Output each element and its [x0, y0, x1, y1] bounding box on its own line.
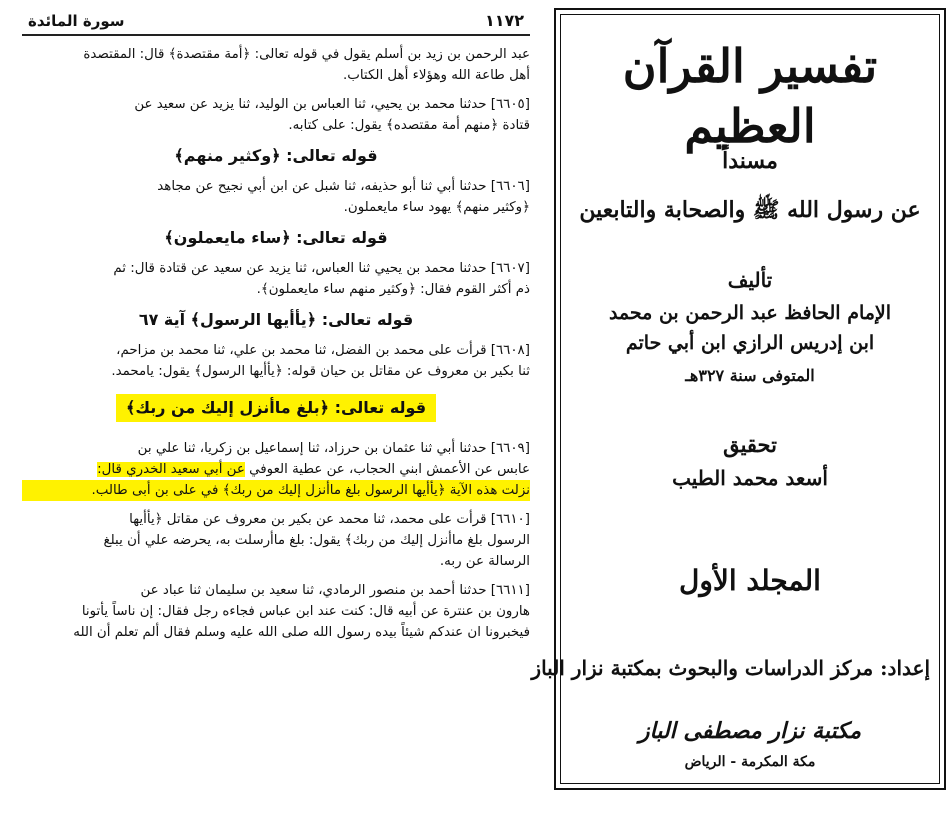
- book-page: [22, 8, 530, 808]
- text-line: ثنا بكير بن معروف عن مقاتل بن حيان قوله: ﴿يأأيها الرسول﴾ يقول: يامحمد.: [111, 364, 530, 379]
- text-line: [٦٦١٠] قرأت على محمد، ثنا محمد عن بكير بن معروف عن مقاتل ﴿يأأيها: [129, 512, 530, 527]
- text-line: ﴿وكثير منهم﴾ يهود ساء مايعملون.: [343, 200, 530, 215]
- verse-heading-text: قوله تعالى: ﴿يأأيها الرسول﴾ آية ٦٧: [138, 310, 414, 329]
- narration-paragraph: [22, 176, 530, 218]
- page-body: [22, 44, 530, 651]
- page-number: ١١٧٢: [484, 11, 524, 30]
- verse-heading-text: قوله تعالى: ﴿بلغ ماأنزل إليك من ربك﴾: [116, 394, 436, 422]
- text-line: قتادة ﴿منهم أمة مقتصده﴾ يقول: على كتابه.: [288, 118, 530, 133]
- text-segment: عابس عن الأعمش ابني الحجاب، عن عطية العوفي: [244, 462, 530, 477]
- text-line: الرسالة عن ربه.: [439, 554, 530, 569]
- narration-paragraph: [22, 258, 530, 300]
- verse-heading: [22, 308, 530, 332]
- book-cover: [531, 8, 946, 790]
- text-line: هارون بن عنترة عن أبيه قال: كنت عند ابن عباس فجاءه رجل فقال: إن ناساً يأتونا: [81, 604, 530, 619]
- text-line: [٦٦٠٥] حدثنا محمد بن يحيي، ثنا العباس بن الوليد، ثنا يزيد عن سعيد عن: [134, 97, 530, 112]
- cover-city: مكة المكرمة - الرياض: [684, 754, 816, 770]
- text-line: أهل طاعة الله وهؤلاء أهل الكتاب.: [342, 68, 530, 83]
- cover-publisher: مكتبة نزار مصطفى الباز: [638, 718, 862, 744]
- cover-author-line1: الإمام الحافظ عبد الرحمن بن محمد: [608, 302, 892, 324]
- cover-author-label: تأليف: [727, 268, 773, 292]
- text-line: عبد الرحمن بن زيد بن أسلم يقول في قوله تعالى: ﴿أمة مقتصدة﴾ قال: المقتصدة: [83, 47, 530, 62]
- sura-name: سورة المائدة: [28, 12, 125, 30]
- cover-death-year: المتوفى سنة ٣٢٧هـ: [685, 366, 815, 385]
- cover-subtitle: مسنداً: [722, 148, 778, 174]
- text-line: فيخبرونا ان عندكم شيئاً بيده رسول الله صلى الله عليه وسلم فقال ألم تعلم أن الله: [73, 625, 530, 640]
- highlighted-segment: عن أبي سعيد الخدري قال:: [97, 462, 245, 477]
- narration-paragraph: [22, 509, 530, 572]
- text-line: الرسول بلغ ماأنزل إليك من ربك﴾ يقول: بلغ ماأرسلت به، يحرضه علي أن يبلغ: [103, 533, 530, 548]
- verse-heading: [22, 144, 530, 168]
- text-line: [22, 459, 530, 480]
- text-line: [٦٦٠٦] حدثنا أبي ثنا أبو حذيفه، ثنا شبل عن ابن أبي نجيح عن مجاهد: [157, 179, 530, 194]
- narration-paragraph: [22, 580, 530, 643]
- text-line: ذم أكثر القوم فقال: ﴿وكثير منهم ساء مايعملون﴾.: [256, 282, 530, 297]
- verse-heading: [22, 226, 530, 250]
- cover-volume: المجلد الأول: [679, 564, 821, 597]
- narration-paragraph: [22, 438, 530, 501]
- cover-prepared-by: إعداد: مركز الدراسات والبحوث بمكتبة نزار الباز: [531, 656, 930, 680]
- text-line: نزلت هذه الآية ﴿يأأيها الرسول بلغ ماأنزل إليك من ربك﴾ في على بن أبى طالب.: [22, 480, 530, 501]
- cover-editor-label: تحقيق: [723, 432, 777, 457]
- narration-paragraph: [22, 340, 530, 382]
- cover-title: تفسير القرآن العظيم: [622, 39, 878, 153]
- text-line: [٦٦١١] حدثنا أحمد بن منصور الرمادي، ثنا سعيد بن سليمان ثنا عباد عن: [140, 583, 530, 598]
- verse-heading-text: قوله تعالى: ﴿وكثير منهم﴾: [174, 146, 378, 165]
- cover-editor: أسعد محمد الطيب: [672, 466, 828, 490]
- narration-paragraph: [22, 94, 530, 136]
- text-line: [٦٦٠٩] حدثنا أبي ثنا عثمان بن حرزاد، ثنا إسماعيل بن زكريا، ثنا علي بن: [137, 441, 530, 456]
- cover-author-line2: ابن إدريس الرازي ابن أبي حاتم: [625, 332, 875, 354]
- cover-from: عن رسول الله ﷺ والصحابة والتابعين: [579, 197, 921, 223]
- narration-paragraph: [22, 44, 530, 86]
- page-header: [22, 8, 530, 36]
- verse-heading-text: قوله تعالى: ﴿ساء مايعملون﴾: [164, 228, 388, 247]
- verse-heading: [22, 390, 530, 430]
- text-line: [٦٦٠٨] قرأت على محمد بن الفضل، ثنا محمد بن علي، ثنا محمد بن مزاحم،: [116, 343, 530, 358]
- text-line: [٦٦٠٧] حدثنا محمد بن يحيي ثنا العباس، ثنا يزيد عن سعيد عن قتادة قال: ثم: [113, 261, 530, 276]
